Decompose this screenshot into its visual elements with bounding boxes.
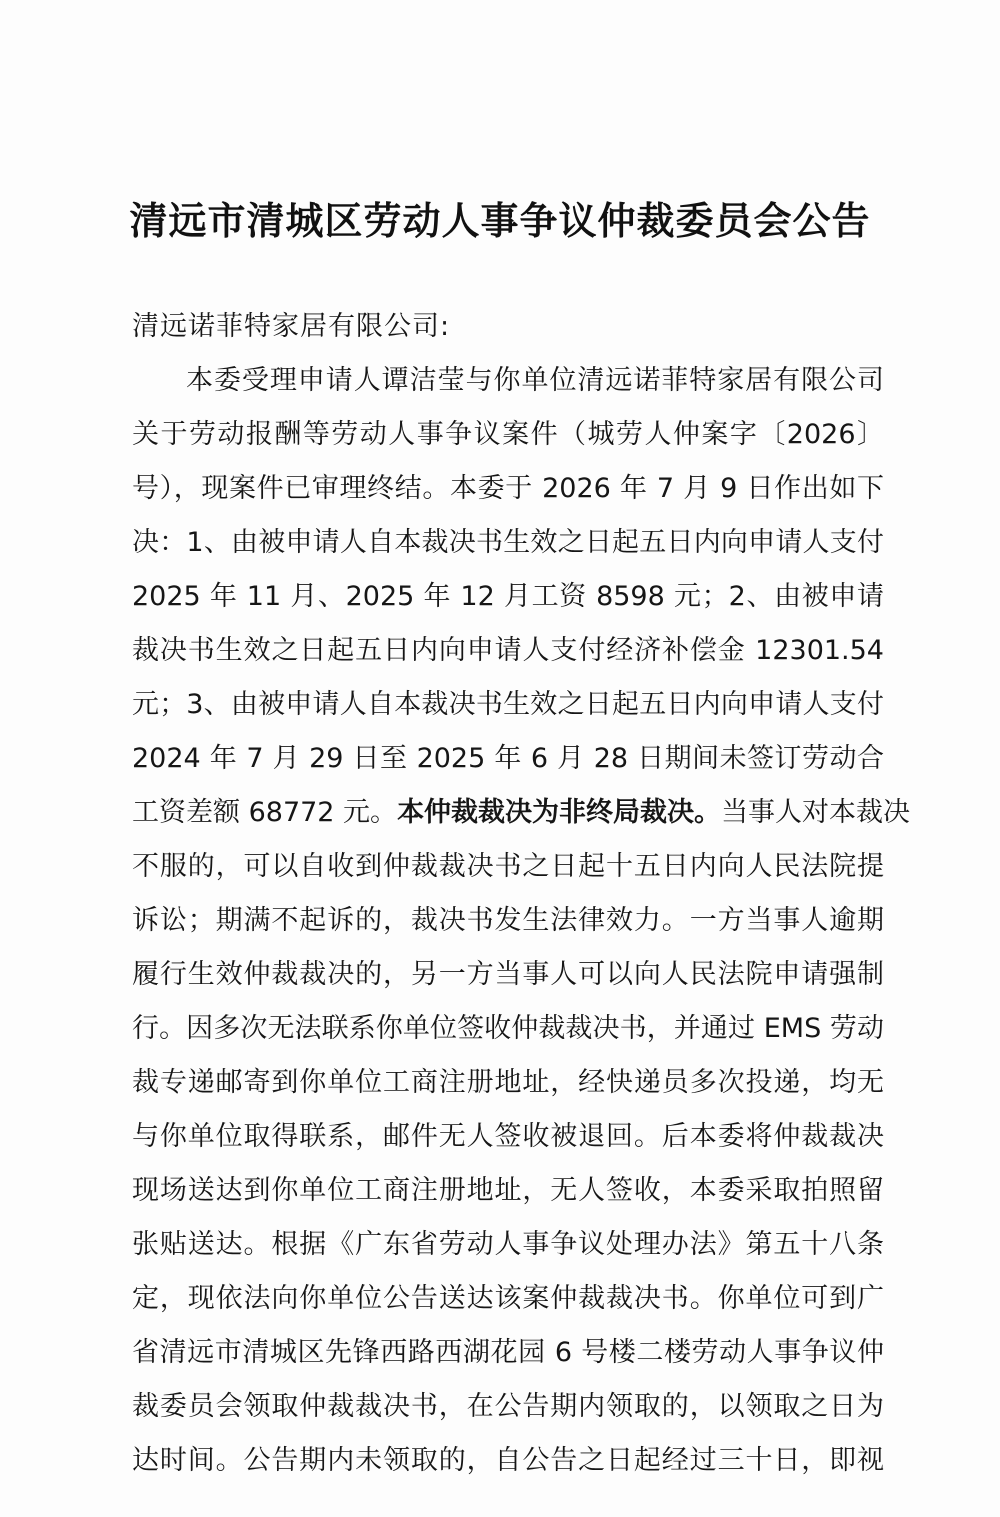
body-line: 裁委员会领取仲裁裁决书，在公告期内领取的，以领取之日为 bbox=[132, 1391, 884, 1422]
body-line: 达时间。公告期内未领取的，自公告之日起经过三十日，即视 bbox=[132, 1445, 884, 1476]
body-line: 2025 年 11 月、2025 年 12 月工资 8598 元；2、由被申请 bbox=[132, 581, 884, 612]
body-line: 决：1、由被申请人自本裁决书生效之日起五日内向申请人支付 bbox=[132, 527, 884, 558]
body-line: 裁专递邮寄到你单位工商注册地址，经快递员多次投递，均无 bbox=[132, 1067, 884, 1098]
notice-body bbox=[132, 354, 911, 1488]
body-line: 现场送达到你单位工商注册地址，无人签收，本委采取拍照留 bbox=[132, 1175, 884, 1206]
body-line: 本委受理申请人谭洁莹与你单位清远诺菲特家居有限公司 bbox=[186, 365, 884, 396]
body-line-text: 工资差额 68772 元。 bbox=[132, 797, 398, 828]
body-line: 张贴送达。根据《广东省劳动人事争议处理办法》第五十八条 bbox=[132, 1229, 884, 1260]
body-line: 履行生效仲裁裁决的，另一方当事人可以向人民法院申请强制 bbox=[132, 959, 884, 990]
body-line: 行。因多次无法联系你单位签收仲裁裁决书，并通过 EMS 劳动 bbox=[132, 1013, 884, 1044]
body-line: 不服的，可以自收到仲裁裁决书之日起十五日内向人民法院提 bbox=[132, 851, 884, 882]
body-line: 定，现依法向你单位公告送达该案仲裁裁决书。你单位可到广 bbox=[132, 1283, 884, 1314]
body-line: 诉讼；期满不起诉的，裁决书发生法律效力。一方当事人逾期 bbox=[132, 905, 884, 936]
body-line: 省清远市清城区先锋西路西湖花园 6 号楼二楼劳动人事争议仲 bbox=[132, 1337, 884, 1368]
body-line: 与你单位取得联系，邮件无人签收被退回。后本委将仲裁裁决 bbox=[132, 1121, 884, 1152]
body-line: 元；3、由被申请人自本裁决书生效之日起五日内向申请人支付 bbox=[132, 689, 884, 720]
addressee: 清远诺菲特家居有限公司: bbox=[132, 311, 451, 342]
body-line: 裁决书生效之日起五日内向申请人支付经济补偿金 12301.54 bbox=[132, 635, 884, 666]
body-line: 2024 年 7 月 29 日至 2025 年 6 月 28 日期间未签订劳动合 bbox=[132, 743, 884, 774]
body-line: 号），现案件已审理终结。本委于 2026 年 7 月 9 日作出如下 bbox=[132, 473, 884, 504]
body-line: 关于劳动报酬等劳动人事争议案件（城劳人仲案字〔2026〕 bbox=[132, 419, 884, 450]
page-title: 清远市清城区劳动人事争议仲裁委员会公告 bbox=[129, 198, 871, 243]
non-final-ruling-statement: 本仲裁裁决为非终局裁决。 bbox=[397, 797, 722, 828]
body-line-text: 当事人对本裁决 bbox=[721, 797, 911, 828]
body-line-mixed bbox=[132, 786, 911, 840]
